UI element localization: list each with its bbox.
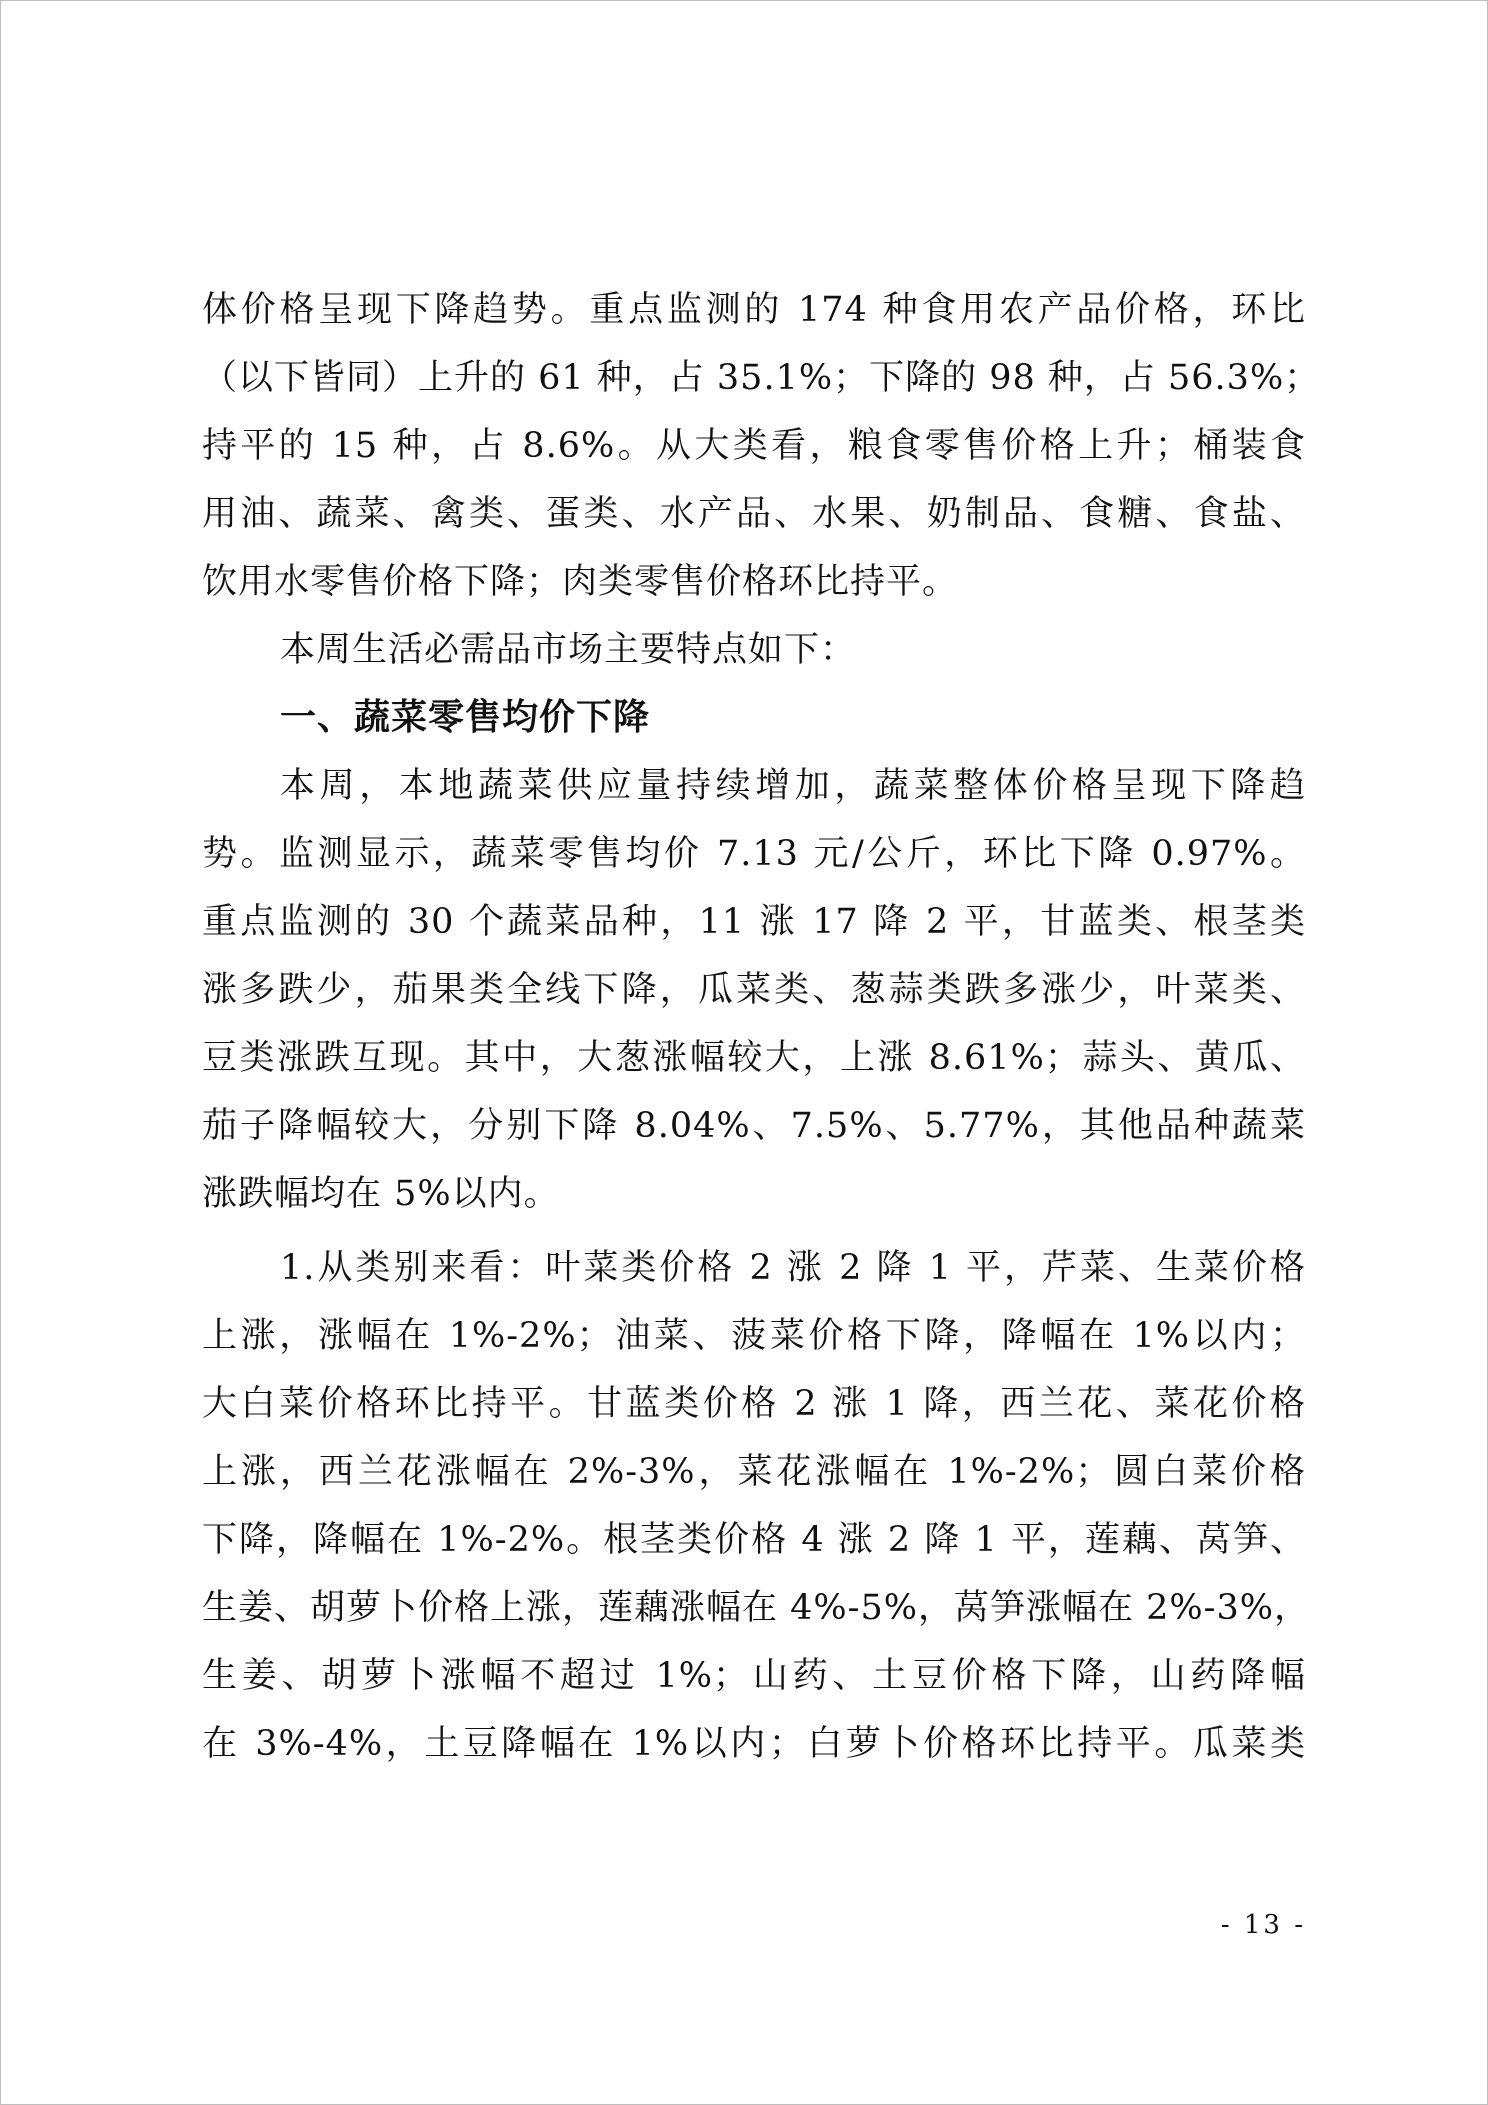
text-line: 持平的 15 种，占 8.6%。从大类看，粮食零售价格上升；桶装食 [202, 426, 1306, 466]
text-line: （以下皆同）上升的 61 种，占 35.1%；下降的 98 种，占 56.3%； [202, 358, 1321, 398]
paragraph-section1 [202, 752, 1306, 1228]
text-line: 上涨，西兰花涨幅在 2%-3%，菜花涨幅在 1%-2%；圆白菜价格 [202, 1452, 1306, 1492]
paragraph-section2 [202, 1234, 1311, 1778]
text-line: 重点监测的 30 个蔬菜品种，11 涨 17 降 2 平，甘蓝类、根茎类 [202, 902, 1306, 942]
text-line: 势。监测显示，蔬菜零售均价 7.13 元/公斤，环比下降 0.97%。 [202, 834, 1306, 874]
text-line: 生姜、胡萝卜价格上涨，莲藕涨幅在 4%-5%，莴笋涨幅在 2%-3%， [202, 1588, 1311, 1628]
text-line: 本周，本地蔬菜供应量持续增加，蔬菜整体价格呈现下降趋 [280, 766, 1306, 806]
text-line: 生姜、胡萝卜涨幅不超过 1%；山药、土豆价格下降，山药降幅 [202, 1656, 1306, 1696]
paragraph-intro [202, 276, 1321, 616]
text-line: 上涨，涨幅在 1%-2%；油菜、菠菜价格下降，降幅在 1%以内； [202, 1316, 1306, 1356]
text-line: 在 3%-4%，土豆降幅在 1%以内；白萝卜价格环比持平。瓜菜类 [202, 1724, 1306, 1764]
text-line: 体价格呈现下降趋势。重点监测的 174 种食用农产品价格，环比 [202, 290, 1306, 330]
text-line: 下降，降幅在 1%-2%。根茎类价格 4 涨 2 降 1 平，莲藕、莴笋、 [202, 1520, 1306, 1560]
text-line: 用油、蔬菜、禽类、蛋类、水产品、水果、奶制品、食糖、食盐、 [202, 494, 1306, 534]
text-line: 豆类涨跌互现。其中，大葱涨幅较大，上涨 8.61%；蒜头、黄瓜、 [202, 1038, 1306, 1078]
text-line: 涨多跌少，茄果类全线下降，瓜菜类、葱蒜类跌多涨少，叶菜类、 [202, 970, 1306, 1010]
document-body [202, 276, 1321, 1778]
text-line: 涨跌幅均在 5%以内。 [202, 1174, 560, 1214]
text-line: 饮用水零售价格下降；肉类零售价格环比持平。 [202, 562, 959, 602]
page-number: - 13 - [1220, 1910, 1306, 1940]
paragraph-lead: 本周生活必需品市场主要特点如下： [280, 630, 857, 670]
text-line: 1.从类别来看：叶菜类价格 2 涨 2 降 1 平，芹菜、生菜价格 [280, 1248, 1306, 1288]
section-heading: 一、蔬菜零售均价下降 [280, 697, 651, 738]
text-line: 大白菜价格环比持平。甘蓝类价格 2 涨 1 降，西兰花、菜花价格 [202, 1384, 1306, 1424]
text-line: 茄子降幅较大，分别下降 8.04%、7.5%、5.77%，其他品种蔬菜 [202, 1106, 1306, 1146]
